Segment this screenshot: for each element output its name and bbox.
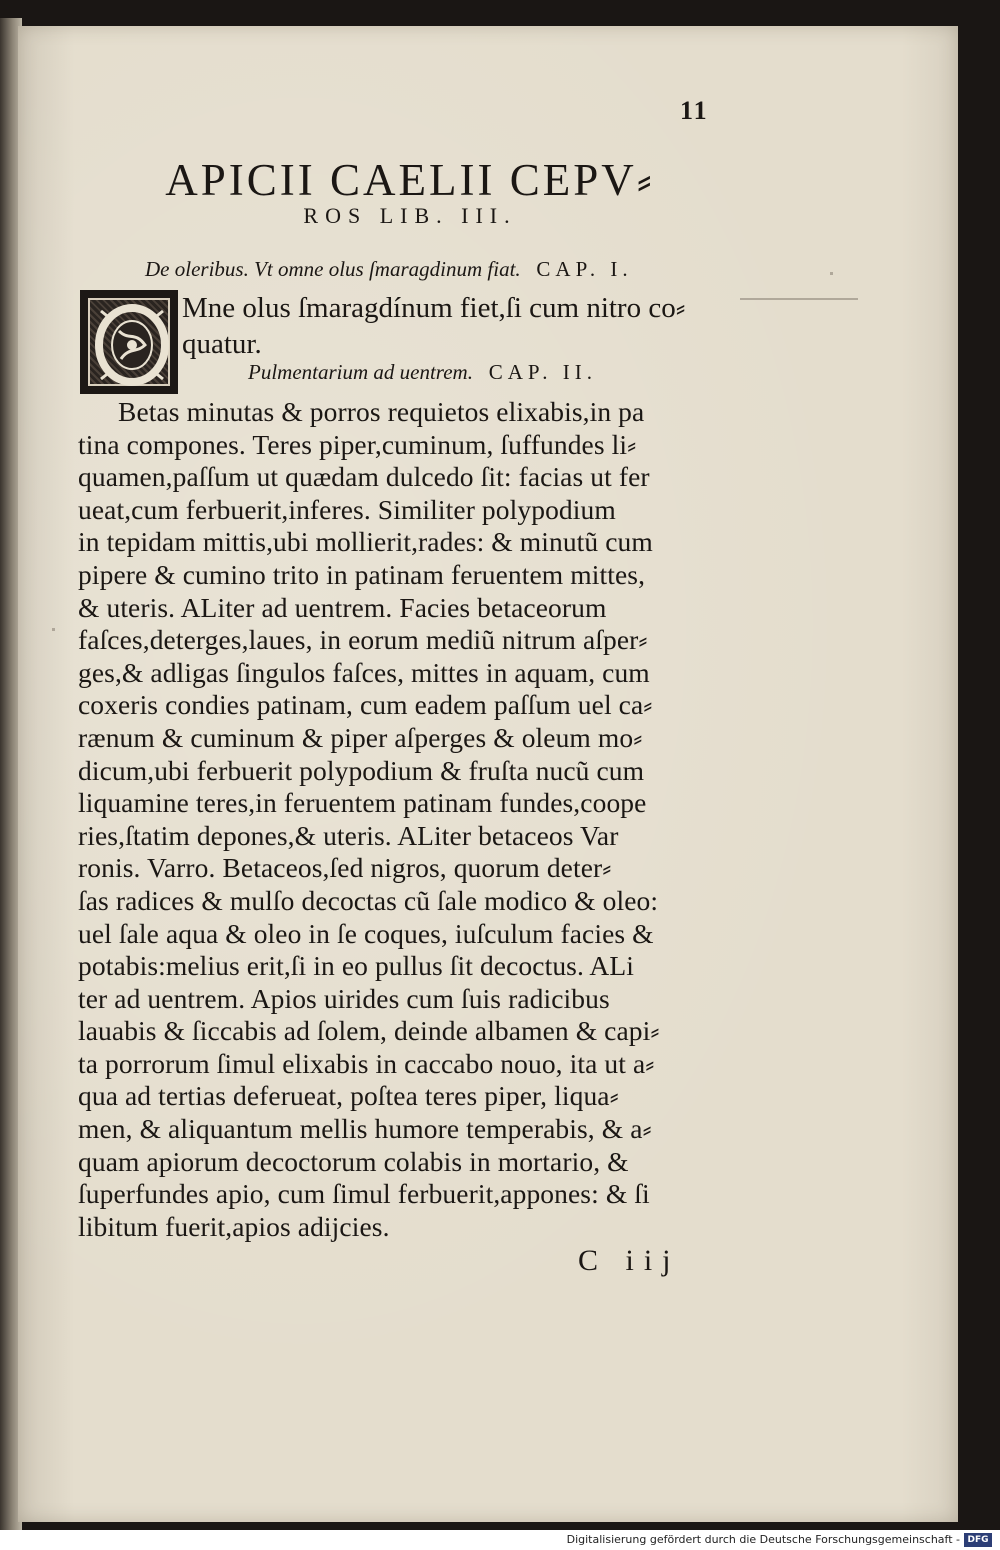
chapter-heading-1-title: De oleribus. Vt omne olus ſmaragdinum fiat. [145, 257, 521, 281]
chapter-heading-2 [248, 360, 597, 385]
running-title: APICII CAELII CEPV⸗ [165, 155, 655, 205]
page-number: 11 [680, 96, 709, 125]
text-line: pipere & cumino trito in patinam feruentem mittes, [78, 558, 646, 590]
footer-credit: Digitalisierung gefördert durch die Deutsche Forschungsgemeinschaft - [566, 1533, 960, 1546]
text-line: coxeris condies patinam, cum eadem paſſum uel ca⸗ [78, 689, 653, 721]
text-line: lauabis & ſiccabis ad ſolem, deinde albamen & capi⸗ [78, 1015, 660, 1047]
initial-o-ornament-icon [91, 301, 173, 389]
text-line: ges,& adligas ſingulos faſces, mittes in aquam, cum [78, 656, 650, 688]
text-line: liquamine teres,in feruentem patinam fundes,coope [78, 787, 647, 819]
decorated-initial [80, 290, 178, 394]
text-line: & uteris. ALiter ad uentrem. Facies betaceorum [78, 591, 607, 623]
text-line: ueat,cum ferbuerit,inferes. Similiter polypodium [78, 493, 616, 525]
text-line: tina compones. Teres piper,cuminum, ſuffundes li⸗ [78, 428, 637, 460]
margin-pencil-mark [740, 298, 858, 300]
text-line: faſces,deterges,laues, in eorum mediũ nitrum aſper⸗ [78, 624, 648, 656]
text-line: in tepidam mittis,ubi mollierit,rades: & minutũ cum [78, 526, 653, 558]
text-line: qua ad tertias deferueat, poſtea teres piper, liqua⸗ [78, 1080, 619, 1112]
text-line: ſas radices & mulſo decoctas cũ ſale modico & oleo: [78, 884, 659, 916]
text-line: men, & aliquantum mellis humore temperabis, & a⸗ [78, 1113, 652, 1145]
chapter-heading-1 [145, 257, 633, 282]
chapter-1-text-line-1: Mne olus ſmaragdínum fiet,ſi cum nitro co⸗ [182, 292, 686, 324]
text-line: ries,ſtatim depones,& uteris. ALiter betaceos Var [78, 819, 619, 851]
chapter-heading-2-title: Pulmentarium ad uentrem. [248, 360, 473, 384]
text-line: ter ad uentrem. Apios uirides cum ſuis radicibus [78, 982, 610, 1014]
running-title-line2: ROS LIB. III. [303, 203, 517, 228]
dfg-logo: DFG [964, 1533, 992, 1547]
text-line: ronis. Varro. Betaceos,ſed nigros, quorum deter⸗ [78, 852, 612, 884]
text-line: Betas minutas & porros requietos elixabis,in pa [118, 396, 645, 427]
signature-mark: C iij [578, 1244, 681, 1277]
text-line: ta porrorum ſimul elixabis in caccabo nouo, ita ut a⸗ [78, 1047, 655, 1079]
text-line: rænum & cuminum & piper aſperges & oleum mo⸗ [78, 721, 643, 753]
body-text [78, 396, 718, 1243]
margin-pencil-dot [52, 628, 55, 631]
chapter-heading-2-number: CAP. II. [488, 360, 597, 384]
text-line: dicum,ubi ferbuerit polypodium & fruſta nucũ cum [78, 754, 645, 786]
chapter-heading-1-number: CAP. I. [536, 257, 633, 281]
text-line: potabis:melius erit,ſi in eo pullus ſit decoctus. ALi [78, 950, 634, 982]
text-line: quam apiorum decoctorum colabis in mortario, & [78, 1145, 629, 1177]
footer-bar [0, 1530, 1000, 1550]
text-line: uel ſale aqua & oleo in ſe coques, iuſculum facies & [78, 917, 654, 949]
text-line: quamen,paſſum ut quædam dulcedo ſit: facias ut fer [78, 461, 650, 493]
chapter-1-text-line-2: quatur. [182, 328, 262, 360]
text-line: ſuperfundes apio, cum ſimul ferbuerit,appones: & ſi [78, 1178, 650, 1210]
text-line: libitum fuerit,apios adijcies. [78, 1210, 390, 1242]
margin-pencil-dot [830, 272, 833, 275]
